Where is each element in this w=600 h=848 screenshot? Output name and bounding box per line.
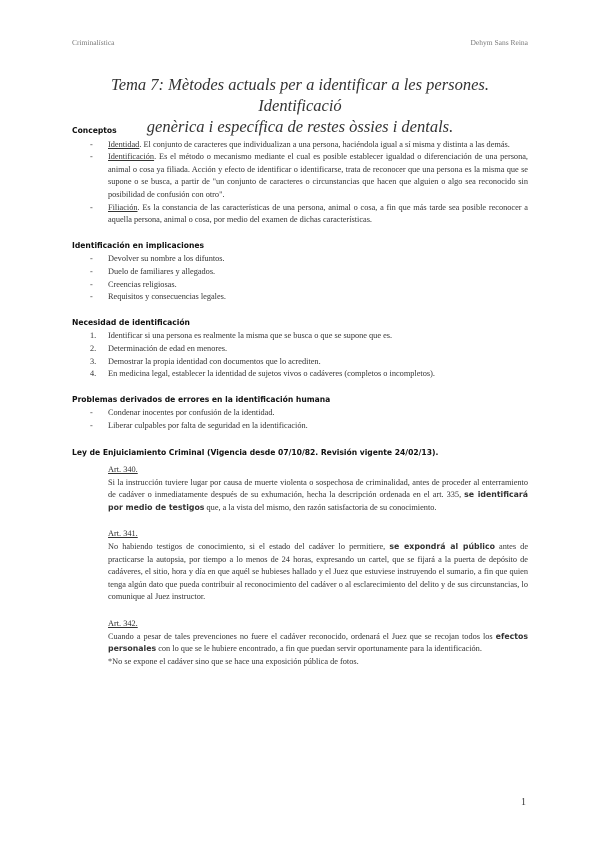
header-left: Criminalística	[72, 38, 115, 47]
article-note: *No se expone el cadáver sino que se hace una exposición pública de fotos.	[108, 656, 359, 666]
title-line-2: genèrica i específica de restes òssies i dentals.	[146, 117, 454, 136]
list-item: 2. Determinación de edad en menores.	[90, 343, 228, 353]
list-item: - Liberar culpables por falta de seguridad en la identificación.	[90, 420, 308, 430]
article-text: No habiendo testigos de conocimiento, si el estado del cadáver lo permitiere, se expondrá al público antes de practicarse la autopsia, por tiempo a lo menos de 24 horas, expresando un cartel, que se fijará a la puerta de depósito de cadáveres, el sitio, hora y día en que aquél se hubieses hallado y el Juez que estuviese instruyendo el sumario, a fin que quien tenga algún dato que pueda contribuir al reconocimiento del cadáver o al esclarecimiento del delito y de sus circunstancias, lo comunique al Juez instructor.	[108, 542, 528, 602]
list-item: - Devolver su nombre a los difuntos.	[90, 254, 225, 264]
article-text: Cuando a pesar de tales prevenciones no fuere el cadáver reconocido, ordenará el Juez que se recojan todos los efectos personales con lo que se le hubiere encontrado, a fin que puedan servir oportunamente para la identificación.	[108, 631, 528, 654]
header-right: Dehym Sans Reina	[470, 38, 528, 47]
section-necesidad	[72, 317, 528, 381]
term: Identidad	[108, 139, 140, 149]
section-heading: Necesidad de identificación	[72, 317, 190, 327]
section-heading: Identificación en implicaciones	[72, 240, 205, 250]
section-heading: Conceptos	[72, 126, 117, 135]
conceptos-list	[72, 139, 528, 227]
page-header	[72, 38, 528, 47]
article-341	[108, 528, 528, 604]
list-item: - Identificación. Es el método o mecanismo mediante el cual es posible establecer igualdad o diferenciación de una persona, animal o cosa ya filiada. Acción y efecto de identificar o identificarse, trata de reconocer que una persona es la misma que se supone o se busca, a partir de "un conjunto de caracteres o circunstancias que hacen que alguien o algo sea reconocido sin posibilidad de confusión con otro".	[90, 152, 528, 199]
article-label: Art. 340.	[108, 465, 138, 475]
page-number: 1	[521, 797, 526, 808]
list-item: - Condenar inocentes por confusión de la identidad.	[90, 408, 275, 418]
list-item: 1. Identificar si una persona es realmente la misma que se busca o que se supone que es.	[90, 331, 393, 341]
implicaciones-list	[72, 253, 528, 303]
list-item: - Identidad. El conjunto de caracteres que individualizan a una persona, haciéndola igual a sí misma y distinta a las demás.	[90, 139, 510, 149]
section-conceptos	[72, 125, 528, 227]
article-342	[108, 618, 528, 668]
article-label: Art. 341.	[108, 529, 138, 539]
term: Identificación	[108, 152, 155, 162]
section-problemas	[72, 394, 528, 433]
term: Filiación	[108, 202, 138, 212]
article-label: Art. 342.	[108, 619, 138, 628]
list-item: 3. Demostrar la propia identidad con documentos que lo acrediten.	[90, 356, 321, 366]
list-item: 4. En medicina legal, establecer la identidad de sujetos vivos o cadáveres (completos o incompletos).	[90, 369, 435, 379]
necesidad-list	[72, 330, 528, 380]
section-ley	[72, 447, 528, 668]
section-heading: Problemas derivados de errores en la identificación humana	[72, 394, 331, 404]
list-item: - Filiación. Es la constancia de las características de una persona, animal o cosa, a fin que más tarde sea posible reconocer a aquella persona, animal o cosa, por medio del examen de dichas características.	[90, 202, 528, 225]
article-text: Si la instrucción tuviere lugar por causa de muerte violenta o sospechosa de criminalidad, antes de proceder al enterramiento de cadáver o inmediatamente después de su exhumación, hecha la descripción ordenada en el art. 335, se identificará por medio de testigos que, a la vista del mismo, den razón satisfactoria de su conocimiento.	[108, 477, 528, 512]
section-heading: Ley de Enjuiciamiento Criminal (Vigencia desde 07/10/82. Revisión vigente 24/02/13).	[72, 448, 439, 458]
list-item: - Requisitos y consecuencias legales.	[90, 292, 226, 302]
document-body	[72, 125, 528, 668]
problemas-list	[72, 407, 528, 432]
section-implicaciones	[72, 240, 528, 304]
definition: . El conjunto de caracteres que individualizan a una persona, haciéndola igual a sí misma y distinta a las demás.	[139, 139, 510, 149]
title-line-1: Tema 7: Mètodes actuals per a identificar a les persones. Identificació	[111, 75, 489, 115]
list-item: - Creencias religiosas.	[90, 279, 177, 289]
article-340	[108, 464, 528, 514]
definition: . Es el método o mecanismo mediante el cual es posible establecer igualdad o diferenciación de una persona, animal o cosa ya filiada. Acción y efecto de identificar o identificarse, trata de reconocer que una persona es la misma que se supone o se busca, a partir de "un conjunto de caracteres o circunstancias que hacen que alguien o algo sea reconocido sin posibilidad de confusión con otro".	[108, 152, 528, 199]
list-item: - Duelo de familiares y allegados.	[90, 266, 216, 276]
definition: . Es la constancia de las características de una persona, animal o cosa, a fin que más tarde sea posible reconocer a aquella persona, animal o cosa, por medio del examen de dichas características.	[108, 202, 528, 225]
